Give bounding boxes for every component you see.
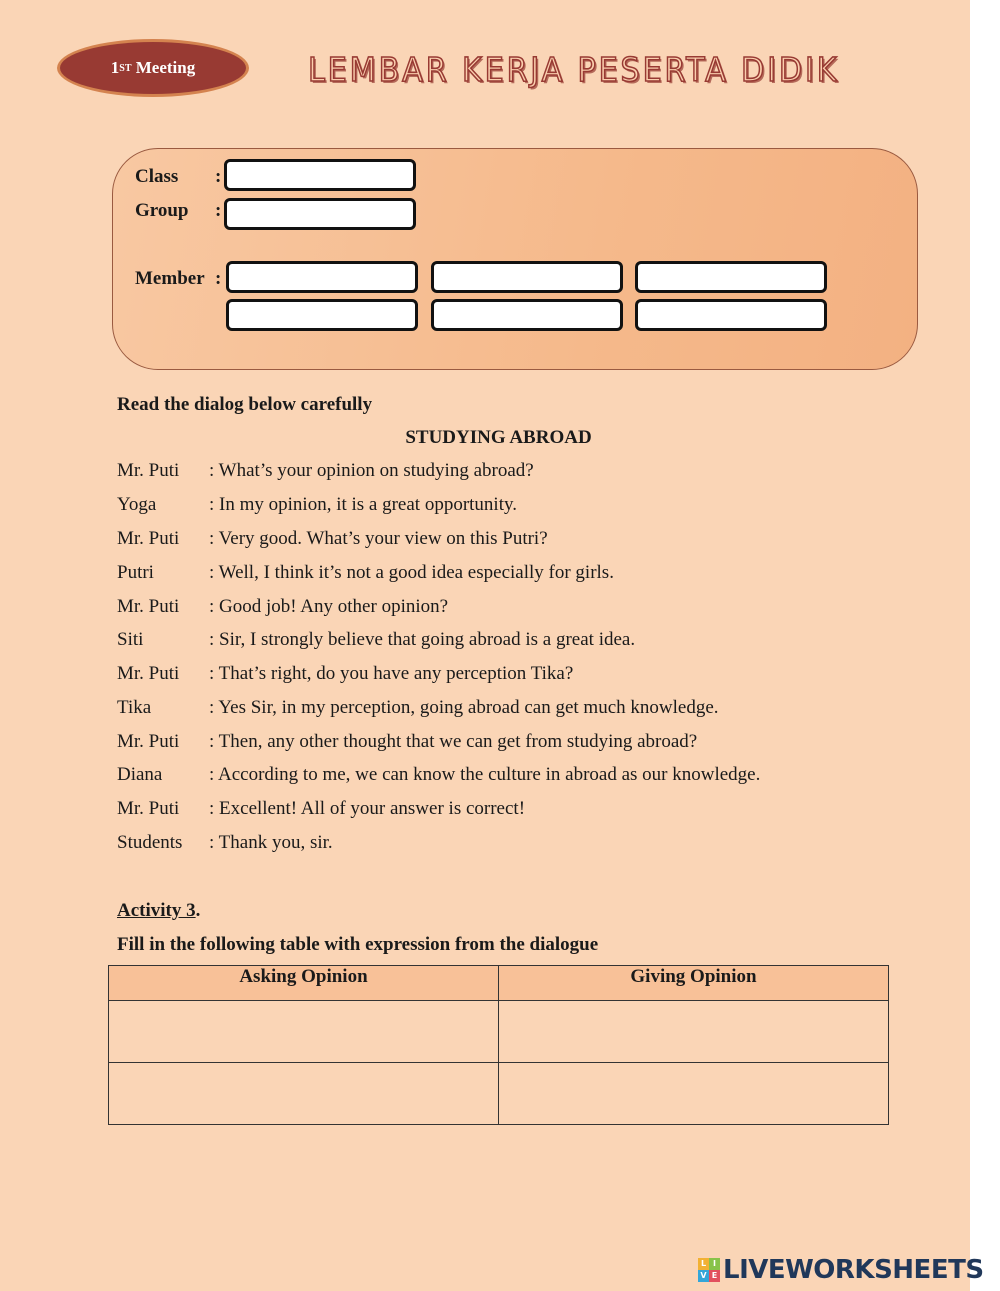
asking-opinion-cell-2[interactable] (109, 1063, 499, 1125)
asking-opinion-header: Asking Opinion (109, 966, 499, 1001)
group-input[interactable] (224, 198, 416, 230)
meeting-badge (57, 39, 249, 97)
group-colon: : (215, 200, 222, 221)
speaker-name: Mr. Puti (117, 528, 180, 549)
dialog-line: : Well, I think it’s not a good idea especially for girls. (209, 562, 614, 583)
table-header-row (109, 966, 889, 1001)
dialog-line: : Good job! Any other opinion? (209, 596, 449, 617)
dialog-title: STUDYING ABROAD (405, 427, 592, 448)
reading-instruction: Read the dialog below carefully (117, 394, 373, 415)
giving-opinion-cell-1[interactable] (499, 1001, 889, 1063)
speaker-name: Students (117, 832, 183, 853)
meeting-superscript: ST (119, 62, 132, 74)
member-input-3[interactable] (635, 261, 827, 293)
activity-heading (117, 900, 200, 922)
speaker-name: Mr. Puti (117, 798, 180, 819)
dialog-line: : That’s right, do you have any perception Tika? (209, 663, 574, 684)
speaker-name: Mr. Puti (117, 731, 180, 752)
speaker-name: Tika (117, 697, 152, 718)
member-input-1[interactable] (226, 261, 418, 293)
liveworksheets-logo-icon: L I V E (698, 1258, 720, 1282)
liveworksheets-brand: LIVEWORKSHEETS (723, 1255, 984, 1285)
opinion-table (108, 965, 889, 1125)
member-input-5[interactable] (431, 299, 623, 331)
liveworksheets-logo[interactable] (698, 1255, 984, 1285)
class-colon: : (215, 166, 222, 187)
table-row (109, 1001, 889, 1063)
giving-opinion-header: Giving Opinion (499, 966, 889, 1001)
member-label: Member (135, 268, 205, 289)
page-title: LEMBAR KERJA PESERTA DIDIK (308, 50, 840, 89)
dialog-line: : According to me, we can know the culture in abroad as our knowledge. (209, 764, 761, 785)
speaker-name: Mr. Puti (117, 596, 180, 617)
speaker-name: Siti (117, 629, 144, 650)
activity-period: . (195, 900, 201, 921)
giving-opinion-cell-2[interactable] (499, 1063, 889, 1125)
member-input-4[interactable] (226, 299, 418, 331)
member-input-2[interactable] (431, 261, 623, 293)
member-input-6[interactable] (635, 299, 827, 331)
member-colon: : (215, 268, 222, 289)
dialog-line: : Sir, I strongly believe that going abroad is a great idea. (209, 629, 636, 650)
meeting-label: Meeting (135, 58, 196, 77)
class-label: Class (135, 166, 179, 187)
dialog-line: : Yes Sir, in my perception, going abroad can get much knowledge. (209, 697, 719, 718)
activity-title: Activity 3 (117, 900, 196, 921)
dialog-line: : In my opinion, it is a great opportunity. (209, 494, 518, 515)
asking-opinion-cell-1[interactable] (109, 1001, 499, 1063)
speaker-name: Putri (117, 562, 154, 583)
dialog-line: : Excellent! All of your answer is correct! (209, 798, 526, 819)
speaker-name: Mr. Puti (117, 460, 180, 481)
dialog-line: : Thank you, sir. (209, 832, 333, 853)
speaker-name: Mr. Puti (117, 663, 180, 684)
activity-instruction: Fill in the following table with expression from the dialogue (117, 934, 599, 955)
speaker-name: Yoga (117, 494, 157, 515)
group-label: Group (135, 200, 189, 221)
dialog-line: : What’s your opinion on studying abroad? (209, 460, 534, 481)
table-row (109, 1063, 889, 1125)
class-input[interactable] (224, 159, 416, 191)
meeting-number: 1 (110, 58, 120, 77)
dialog-line: : Very good. What’s your view on this Putri? (209, 528, 548, 549)
dialog-line: : Then, any other thought that we can get from studying abroad? (209, 731, 698, 752)
speaker-name: Diana (117, 764, 163, 785)
